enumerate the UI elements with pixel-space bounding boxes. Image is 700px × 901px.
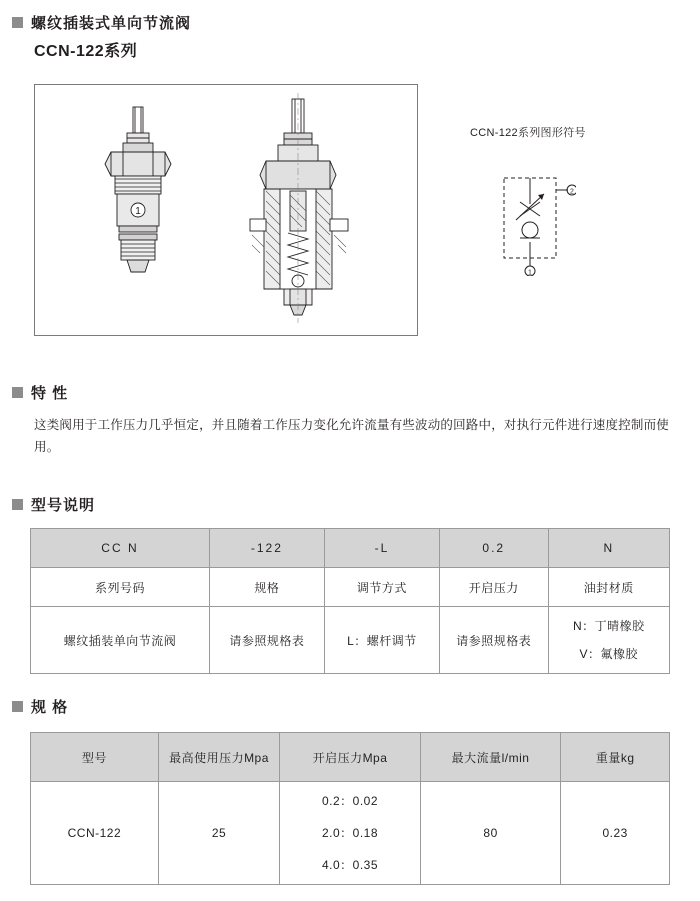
- symbol-caption: CCN-122系列图形符号: [470, 127, 586, 139]
- port-2-label: 2: [570, 188, 574, 196]
- model-meaning-cell: 规格: [209, 568, 324, 607]
- model-meaning-cell: 系列号码: [31, 568, 210, 607]
- spec-column-header: 最大流量l/min: [420, 733, 561, 782]
- table-row: [31, 568, 670, 607]
- spec-cracking-pressure-cell: [280, 782, 421, 885]
- model-detail-cell: L：螺杆调节: [324, 607, 439, 674]
- seal-material-option: N：丁晴橡胶: [572, 619, 645, 633]
- product-figure-box: [34, 84, 418, 336]
- model-heading-text: 型号说明: [31, 497, 96, 514]
- cracking-pressure-value: 4.0：0.35: [321, 858, 379, 872]
- hydraulic-symbol: [498, 172, 576, 276]
- series-subtitle: CCN-122系列: [34, 43, 138, 60]
- bullet-square-icon: [12, 701, 23, 712]
- valve-cutaway-drawing: [35, 85, 415, 333]
- model-code-cell: CC N: [31, 529, 210, 568]
- spec-model-cell: CCN-122: [31, 782, 159, 885]
- model-meaning-cell: 油封材质: [548, 568, 669, 607]
- model-heading: [12, 494, 95, 515]
- model-detail-cell: 请参照规格表: [209, 607, 324, 674]
- svg-text:1: 1: [135, 206, 141, 217]
- cracking-pressure-value: 2.0：0.18: [321, 826, 379, 840]
- spec-heading-text: 规 格: [31, 699, 69, 716]
- model-detail-cell: 请参照规格表: [439, 607, 548, 674]
- seal-material-option: V：氟橡胶: [579, 647, 639, 661]
- spec-heading: [12, 696, 68, 717]
- table-row: [31, 529, 670, 568]
- spec-column-header: 最高使用压力Mpa: [158, 733, 279, 782]
- model-code-cell: -122: [209, 529, 324, 568]
- port-1-label: 1: [528, 269, 532, 276]
- model-code-table: [30, 528, 670, 674]
- characteristics-heading-text: 特 性: [31, 385, 69, 402]
- seal-material-cell: [548, 607, 669, 674]
- table-row: [31, 733, 670, 782]
- bullet-square-icon: [12, 499, 23, 510]
- spec-max-pressure-cell: 25: [158, 782, 279, 885]
- page-title: [12, 12, 191, 33]
- model-code-cell: -L: [324, 529, 439, 568]
- model-meaning-cell: 开启压力: [439, 568, 548, 607]
- bullet-square-icon: [12, 17, 23, 28]
- spec-max-flow-cell: 80: [420, 782, 561, 885]
- table-row: [31, 607, 670, 674]
- model-code-cell: 0.2: [439, 529, 548, 568]
- bullet-square-icon: [12, 387, 23, 398]
- specification-table: [30, 732, 670, 885]
- table-row: [31, 782, 670, 885]
- model-meaning-cell: 调节方式: [324, 568, 439, 607]
- model-code-cell: N: [548, 529, 669, 568]
- cracking-pressure-value: 0.2：0.02: [321, 794, 379, 808]
- model-detail-cell: 螺纹插装单向节流阀: [31, 607, 210, 674]
- characteristics-heading: [12, 382, 68, 403]
- spec-column-header: 型号: [31, 733, 159, 782]
- characteristics-text: 这类阀用于工作压力几乎恒定，并且随着工作压力变化允许流量有些波动的回路中，对执行元件进行速度控制而使用。: [34, 418, 670, 454]
- spec-weight-cell: 0.23: [561, 782, 670, 885]
- spec-column-header: 重量kg: [561, 733, 670, 782]
- page-title-text: 螺纹插装式单向节流阀: [31, 15, 192, 32]
- spec-column-header: 开启压力Mpa: [280, 733, 421, 782]
